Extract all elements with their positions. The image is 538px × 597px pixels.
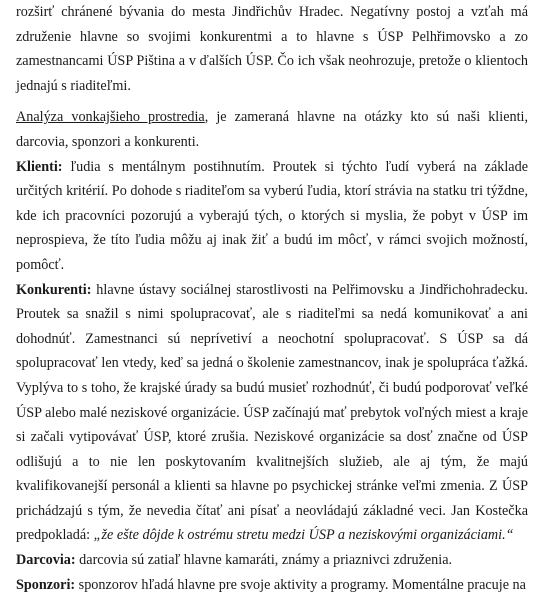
donors-label: Darcovia:: [16, 552, 76, 569]
paragraph-sponsors: [16, 573, 528, 597]
competitors-quote: „že ešte dôjde k ostrému stretu medzi ÚSP a neziskovými organizáciami.“: [93, 527, 514, 544]
paragraph-intro: rozširť chránené bývania do mesta Jindřichův Hradec. Negatívny postoj a vzťah má združenie hlavne so svojimi konkurentmi a to hlavne s ÚSP Pelhřimovsko a zo zamestnancami ÚSP Piština a v ďalších ÚSP. Čo ich však neohrozuje, pretože o klientoch jednajú s riaditeľmi.: [16, 4, 528, 94]
donors-text: darcovia sú zatiaľ hlavne kamaráti, známy a priaznivci združenia.: [75, 552, 453, 569]
competitors-label: Konkurenti:: [16, 281, 92, 298]
document-page: [16, 0, 528, 597]
paragraph-clients: [16, 155, 528, 278]
competitors-text: hlavne ústavy sociálnej starostlivosti na Pelřimovsku a Jindřichohradecku. Proutek sa snažil s nimi spolupracovať, ale s riaditeľmi sa nedá komunikovať a ani dohodnúť. Zamestnanci sú neprívetiví a neochotní spolupracovať. S ÚSP sa dá spolupracovať len vtedy, keď sa jedná o školenie zamestnancov, inak je spolupráca ťažká. Vyplýva to s toho, že krajské úrady sa budú musieť rozhodnúť, či budú podporovať veľké ÚSP alebo malé neziskové organizácie. ÚSP začínajú mať prebytok voľných miest a kraje si začali vytipovávať ÚSP, ktoré zrušia. Neziskové organizácie sa dosť značne od ÚSP odlišujú a to nie len poskytovaním kvalitnejších služieb, ale aj tým, že majú kvalifikovanejší personál a klienti sa hlavne po psychickej stránke veľmi zmenia. Z ÚSP prichádzajú s tým, že nevedia čítať ani písať a neovládajú základné veci. Jan Kostečka predpokladá:: [16, 281, 528, 544]
paragraph-competitors: [16, 278, 528, 549]
clients-text: ľudia s mentálnym postihnutím. Proutek si týchto ľudí vyberá na základe určitých kritérií. Po dohode s riaditeľom sa vyberú ľudia, ktorí strávia na statku tri týždne, kde ich pracovníci pozorujú a vyberajú tých, o ktorých si myslia, že pobyt v ÚSP im neprospieva, že títo ľudia môžu aj inak žiť a budú im môcť, v rámci svojich možností, pomôcť.: [16, 158, 528, 273]
sponsors-text: sponzorov hľadá hlavne pre svoje aktivity a programy. Momentálne pracuje na: [75, 576, 526, 593]
analysis-text: , je zameraná hlavne na otázky kto sú naši klienti, darcovia, sponzori a konkurenti.: [16, 109, 529, 150]
analysis-heading: Analýza vonkajšieho prostredia: [16, 109, 205, 126]
paragraph-donors: [16, 548, 528, 573]
sponsors-label: Sponzori:: [16, 576, 76, 593]
clients-label: Klienti:: [16, 158, 63, 175]
paragraph-analysis: [16, 105, 528, 154]
